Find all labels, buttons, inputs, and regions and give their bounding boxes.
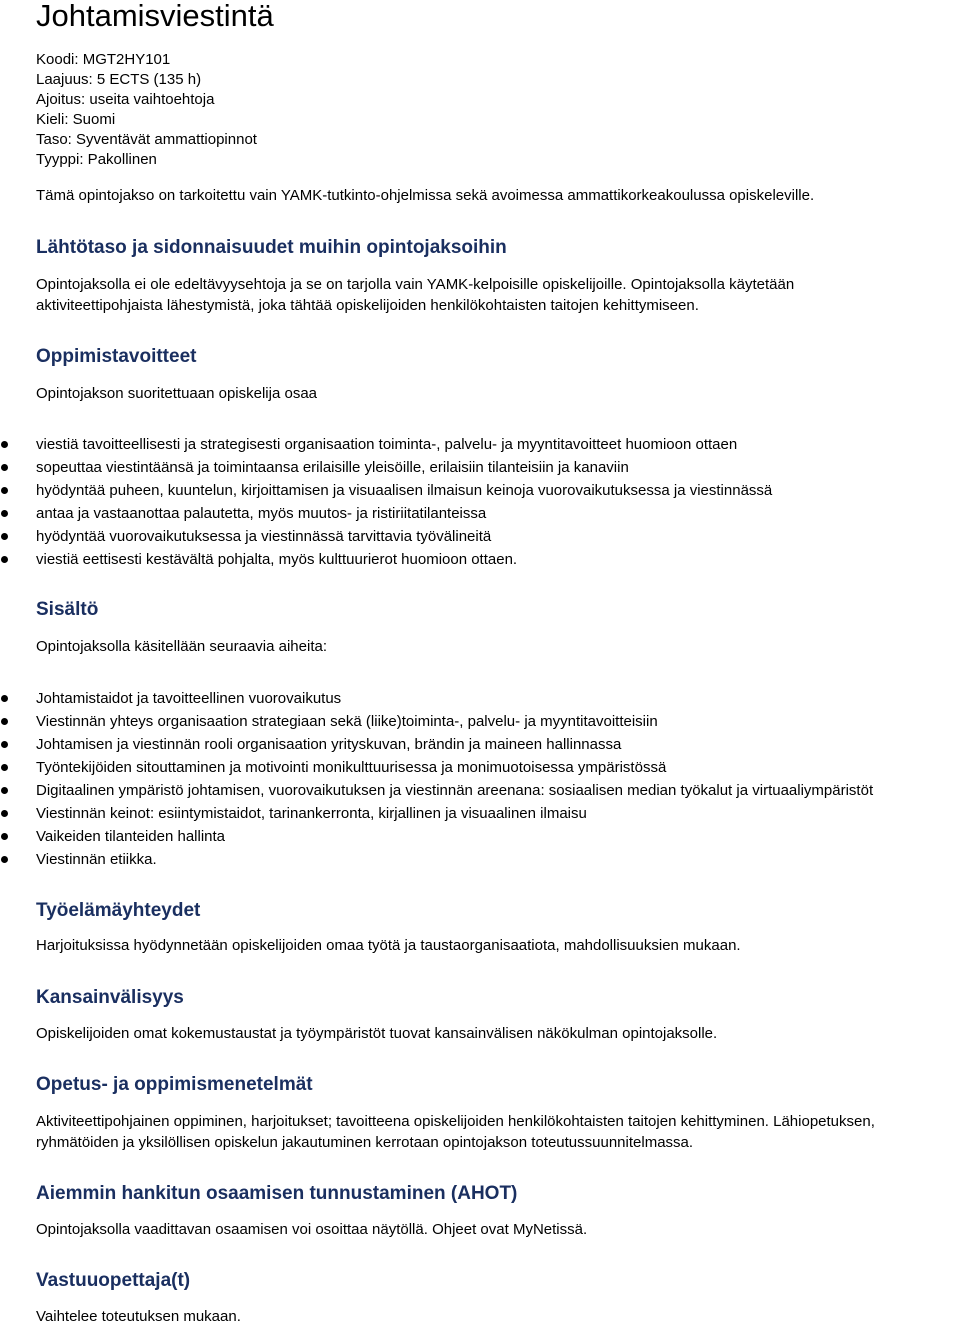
methods-line: ryhmätöiden ja yksilöllisen opiskelun jakautuminen kerrotaan opintojakson toteutussuunnitelmassa. [36, 1134, 694, 1151]
list-item: Johtamistaidot ja tavoitteellinen vuorovaikutus [0, 687, 873, 710]
section-heading-teachers: Vastuuopettaja(t) [36, 1270, 191, 1291]
section-heading-content: Sisältö [36, 599, 99, 620]
content-topics-list [0, 687, 873, 871]
course-meta-list [36, 50, 257, 170]
methods-paragraph [36, 1111, 875, 1153]
list-item: Viestinnän keinot: esiintymistaidot, tarinankerronta, kirjallinen ja visuaalinen ilmaisu [0, 802, 873, 825]
list-item: Viestinnän etiikka. [0, 848, 873, 871]
meta-scope: Laajuus: 5 ECTS (135 h) [36, 71, 202, 88]
methods-line: Aktiviteettipohjainen oppiminen, harjoitukset; tavoitteena opiskelijoiden henkilökohtaisten taitojen kehittyminen. Lähiopetuksen, [36, 1113, 875, 1130]
list-item: sopeuttaa viestintäänsä ja toimintaansa erilaisille yleisöille, erilaisiin tilanteisiin ja kanaviin [0, 456, 772, 479]
meta-level: Taso: Syventävät ammattiopinnot [36, 131, 257, 148]
meta-type: Tyyppi: Pakollinen [36, 151, 157, 168]
meta-timing: Ajoitus: useita vaihtoehtoja [36, 91, 215, 108]
section-heading-prerequisites: Lähtötaso ja sidonnaisuudet muihin opintojaksoihin [36, 237, 507, 258]
prerequisites-paragraph [36, 274, 794, 316]
section-heading-ahot: Aiemmin hankitun osaamisen tunnustaminen (AHOT) [36, 1183, 518, 1204]
meta-code: Koodi: MGT2HY101 [36, 51, 171, 68]
prerequisites-line: aktiviteettipohjaista lähestymistä, joka tähtää opiskelijoiden henkilökohtaisten taitojen kehittymiseen. [36, 297, 699, 314]
section-heading-methods: Opetus- ja oppimismenetelmät [36, 1074, 313, 1095]
section-heading-international: Kansainvälisyys [36, 987, 184, 1008]
list-item: viestiä eettisesti kestävältä pohjalta, myös kulttuurierot huomioon ottaen. [0, 548, 772, 571]
list-item: viestiä tavoitteellisesti ja strategisesti organisaation toiminta-, palvelu- ja myyntitavoitteet huomioon ottaen [0, 433, 772, 456]
list-item: Työntekijöiden sitouttaminen ja motivointi monikulttuurisessa ja monimuotoisessa ympäristössä [0, 756, 873, 779]
teachers-paragraph: Vaihtelee toteutuksen mukaan. [36, 1308, 241, 1325]
page-title: Johtamisviestintä [36, 0, 274, 33]
list-item: hyödyntää puheen, kuuntelun, kirjoittamisen ja visuaalisen ilmaisun keinoja vuorovaikutuksessa ja viestinnässä [0, 479, 772, 502]
prerequisites-line: Opintojaksolla ei ole edeltävyysehtoja ja se on tarjolla vain YAMK-kelpoisille opiskelijoille. Opintojaksolla käytetään [36, 276, 795, 293]
objectives-intro: Opintojakson suoritettuaan opiskelija osaa [36, 385, 318, 402]
list-item: antaa ja vastaanottaa palautetta, myös muutos- ja ristiriitatilanteissa [0, 502, 772, 525]
ahot-paragraph: Opintojaksolla vaadittavan osaamisen voi osoittaa näytöllä. Ohjeet ovat MyNetissä. [36, 1221, 588, 1238]
list-item: Digitaalinen ympäristö johtamisen, vuorovaikutuksen ja viestinnän areenana: sosiaalisen median työkalut ja virtuaaliympäristöt [0, 779, 873, 802]
list-item: Viestinnän yhteys organisaation strategiaan sekä (liike)toiminta-, palvelu- ja myyntitavoitteisiin [0, 710, 873, 733]
meta-language: Kieli: Suomi [36, 111, 116, 128]
intro-paragraph: Tämä opintojakso on tarkoitettu vain YAMK-tutkinto-ohjelmissa sekä avoimessa ammattikorkeakoulussa opiskeleville. [36, 187, 815, 204]
international-paragraph: Opiskelijoiden omat kokemustaustat ja työympäristöt tuovat kansainvälisen näkökulman opintojaksolle. [36, 1025, 718, 1042]
section-heading-working-life: Työelämäyhteydet [36, 900, 201, 921]
list-item: hyödyntää vuorovaikutuksessa ja viestinnässä tarvittavia työvälineitä [0, 525, 772, 548]
list-item: Vaikeiden tilanteiden hallinta [0, 825, 873, 848]
objectives-list [0, 433, 772, 571]
section-heading-objectives: Oppimistavoitteet [36, 346, 197, 367]
content-intro: Opintojaksolla käsitellään seuraavia aiheita: [36, 638, 328, 655]
working-life-paragraph: Harjoituksissa hyödynnetään opiskelijoiden omaa työtä ja taustaorganisaatiota, mahdollisuuksien mukaan. [36, 937, 741, 954]
list-item: Johtamisen ja viestinnän rooli organisaation yrityskuvan, brändin ja maineen hallinnassa [0, 733, 873, 756]
